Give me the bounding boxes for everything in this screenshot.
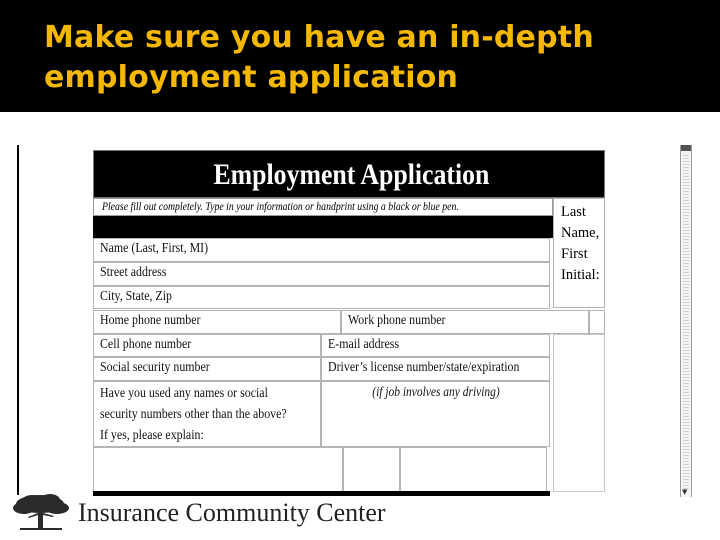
- cell-phone-field[interactable]: [93, 334, 321, 357]
- side-label-line: Initial:: [561, 267, 600, 283]
- document-left-border: [17, 145, 19, 495]
- drivers-license-field[interactable]: [321, 357, 550, 381]
- home-phone-field[interactable]: [93, 310, 341, 334]
- right-margin-cell: [553, 334, 605, 492]
- email-label: E-mail address: [328, 337, 400, 352]
- blank-cell-1[interactable]: [93, 447, 343, 492]
- ssn-label: Social security number: [100, 360, 210, 375]
- scroll-up-button[interactable]: [681, 145, 691, 151]
- slide-title-line-2: employment application: [44, 60, 459, 95]
- scrollbar-track[interactable]: [683, 153, 689, 489]
- city-state-zip-field[interactable]: [93, 286, 550, 309]
- work-phone-extension-cell[interactable]: [589, 310, 605, 334]
- organization-name: Insurance Community Center: [78, 498, 386, 527]
- license-note: (if job involves any driving): [371, 384, 500, 399]
- last-name-first-initial-box[interactable]: [553, 198, 605, 308]
- work-phone-field[interactable]: [341, 310, 589, 334]
- city-state-zip-label: City, State, Zip: [100, 289, 172, 304]
- home-phone-label: Home phone number: [100, 313, 201, 328]
- license-note-cell[interactable]: [321, 381, 550, 447]
- drivers-license-label: Driver’s license number/state/expiration: [328, 360, 520, 375]
- footer: [10, 493, 410, 533]
- other-names-field[interactable]: [93, 381, 321, 447]
- cell-phone-label: Cell phone number: [100, 337, 192, 352]
- side-label-line: Last: [561, 204, 586, 220]
- other-names-line: Have you used any names or social: [100, 386, 268, 401]
- section-divider-bar: [93, 216, 553, 238]
- employment-application-form: [93, 150, 607, 496]
- form-title: Employment Application: [213, 158, 490, 191]
- slide-title: [44, 18, 594, 98]
- name-field-label: Name (Last, First, MI): [100, 241, 209, 256]
- form-title-banner: [93, 150, 605, 198]
- street-address-field[interactable]: [93, 262, 550, 286]
- tree-icon: [10, 493, 76, 533]
- scroll-down-arrow-icon[interactable]: ▼: [682, 488, 688, 496]
- side-label-line: Name,: [561, 225, 600, 241]
- street-address-label: Street address: [100, 265, 167, 280]
- email-field[interactable]: [321, 334, 550, 357]
- form-instructions-text: Please fill out completely. Type in your information or handprint using a black or blue pen.: [102, 201, 459, 213]
- other-names-line: security numbers other than the above?: [100, 407, 287, 422]
- work-phone-label: Work phone number: [348, 313, 446, 328]
- other-names-line: If yes, please explain:: [100, 428, 204, 443]
- ssn-field[interactable]: [93, 357, 321, 381]
- blank-cell-2[interactable]: [343, 447, 400, 492]
- slide-title-line-1: Make sure you have an in-depth: [44, 20, 594, 55]
- blank-cell-3[interactable]: [400, 447, 547, 492]
- side-label-line: First: [561, 246, 588, 262]
- name-field[interactable]: [93, 238, 550, 262]
- slide-header: [0, 0, 720, 112]
- form-instructions: [93, 198, 553, 216]
- vertical-scrollbar[interactable]: [680, 145, 692, 497]
